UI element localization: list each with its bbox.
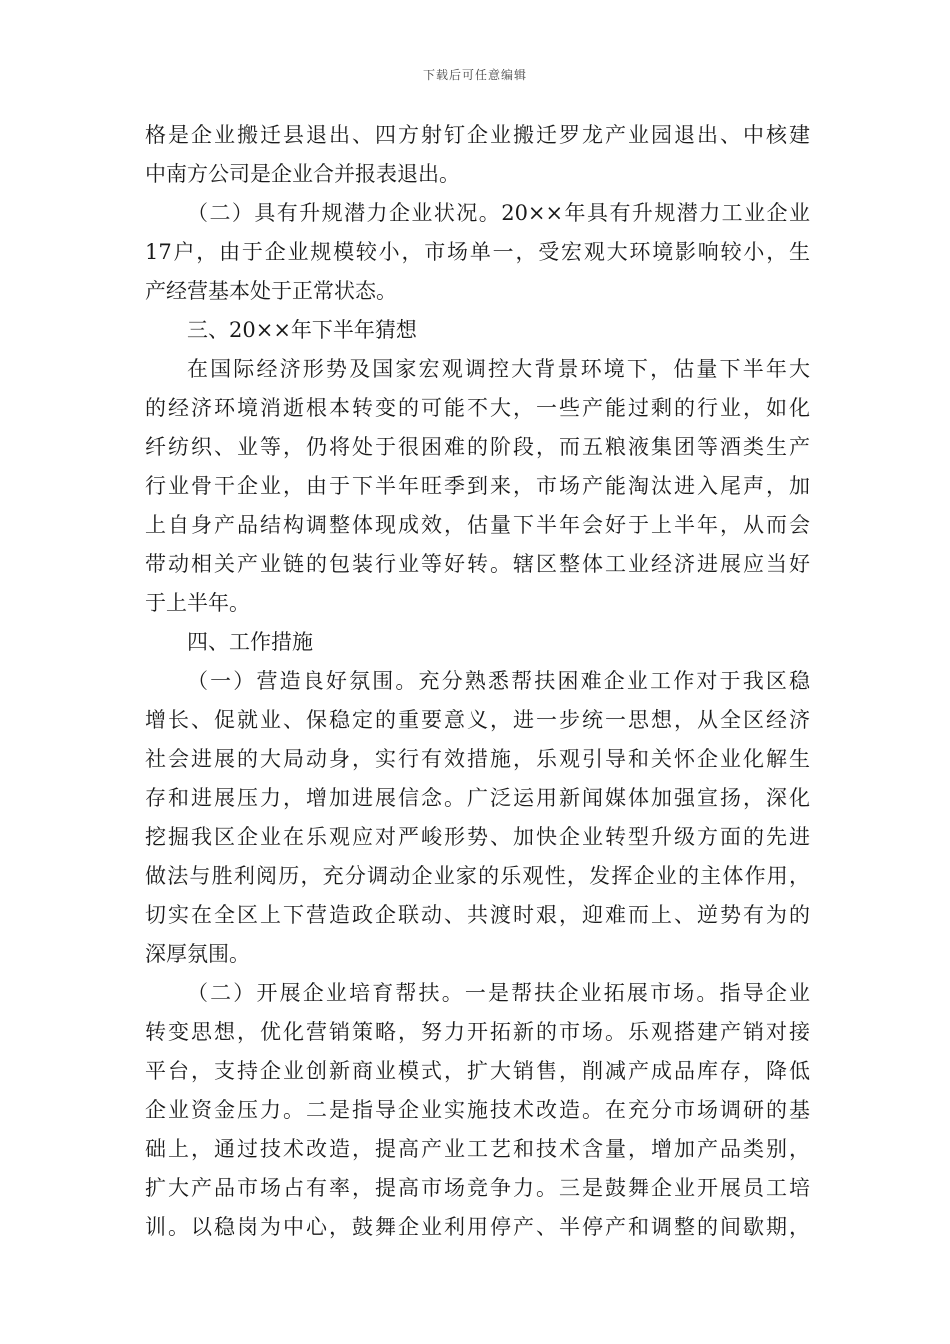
- text-line: 增长、促就业、保稳定的重要意义，进一步统一思想，从全区经济: [145, 708, 810, 732]
- section-heading: 三、20××年下半年猜想: [187, 318, 417, 342]
- text-line: 平台，支持企业创新商业模式，扩大销售，削减产成品库存，降低: [145, 1059, 810, 1083]
- text-line: （二）开展企业培育帮扶。一是帮扶企业拓展市场。指导企业: [187, 981, 810, 1005]
- text-line: （二）具有升规潜力企业状况。20××年具有升规潜力工业企业: [187, 201, 810, 225]
- text-line: 17户，由于企业规模较小，市场单一，受宏观大环境影响较小，生: [145, 240, 810, 264]
- section-heading: 四、工作措施: [187, 630, 313, 654]
- text-line: 企业资金压力。二是指导企业实施技术改造。在充分市场调研的基: [145, 1098, 810, 1122]
- text-line: 上自身产品结构调整体现成效，估量下半年会好于上半年，从而会: [145, 513, 810, 537]
- text-line: 纤纺织、业等，仍将处于很困难的阶段，而五粮液集团等酒类生产: [145, 435, 810, 459]
- text-line: 社会进展的大局动身，实行有效措施，乐观引导和关怀企业化解生: [145, 747, 810, 771]
- text-line: 扩大产品市场占有率，提高市场竞争力。三是鼓舞企业开展员工培: [145, 1176, 810, 1200]
- text-line: 的经济环境消逝根本转变的可能不大，一些产能过剩的行业，如化: [145, 396, 810, 420]
- text-line: 行业骨干企业，由于下半年旺季到来，市场产能淘汰进入尾声，加: [145, 474, 810, 498]
- text-line: 切实在全区上下营造政企联动、共渡时艰，迎难而上、逆势有为的: [145, 903, 810, 927]
- text-line: 础上，通过技术改造，提高产业工艺和技术含量，增加产品类别，: [145, 1137, 810, 1161]
- text-line: 存和进展压力，增加进展信念。广泛运用新闻媒体加强宣扬，深化: [145, 786, 810, 810]
- text-line: 挖掘我区企业在乐观应对严峻形势、加快企业转型升级方面的先进: [145, 825, 810, 849]
- text-line: 产经营基本处于正常状态。: [145, 279, 397, 303]
- text-line: 格是企业搬迁县退出、四方射钉企业搬迁罗龙产业园退出、中核建: [145, 123, 810, 147]
- text-line: 做法与胜利阅历，充分调动企业家的乐观性，发挥企业的主体作用，: [145, 864, 810, 888]
- text-line: 深厚氛围。: [145, 942, 250, 966]
- text-line: （一）营造良好氛围。充分熟悉帮扶困难企业工作对于我区稳: [187, 669, 810, 693]
- text-line: 于上半年。: [145, 591, 250, 615]
- document-body: [145, 116, 810, 1247]
- text-line: 转变思想，优化营销策略，努力开拓新的市场。乐观搭建产销对接: [145, 1020, 810, 1044]
- text-line: 中南方公司是企业合并报表退出。: [145, 162, 460, 186]
- text-line: 在国际经济形势及国家宏观调控大背景环境下，估量下半年大: [187, 357, 810, 381]
- text-line: 训。以稳岗为中心，鼓舞企业利用停产、半停产和调整的间歇期，: [145, 1215, 810, 1239]
- text-line: 带动相关产业链的包装行业等好转。辖区整体工业经济进展应当好: [145, 552, 810, 576]
- page-header: 下载后可任意编辑: [422, 68, 527, 82]
